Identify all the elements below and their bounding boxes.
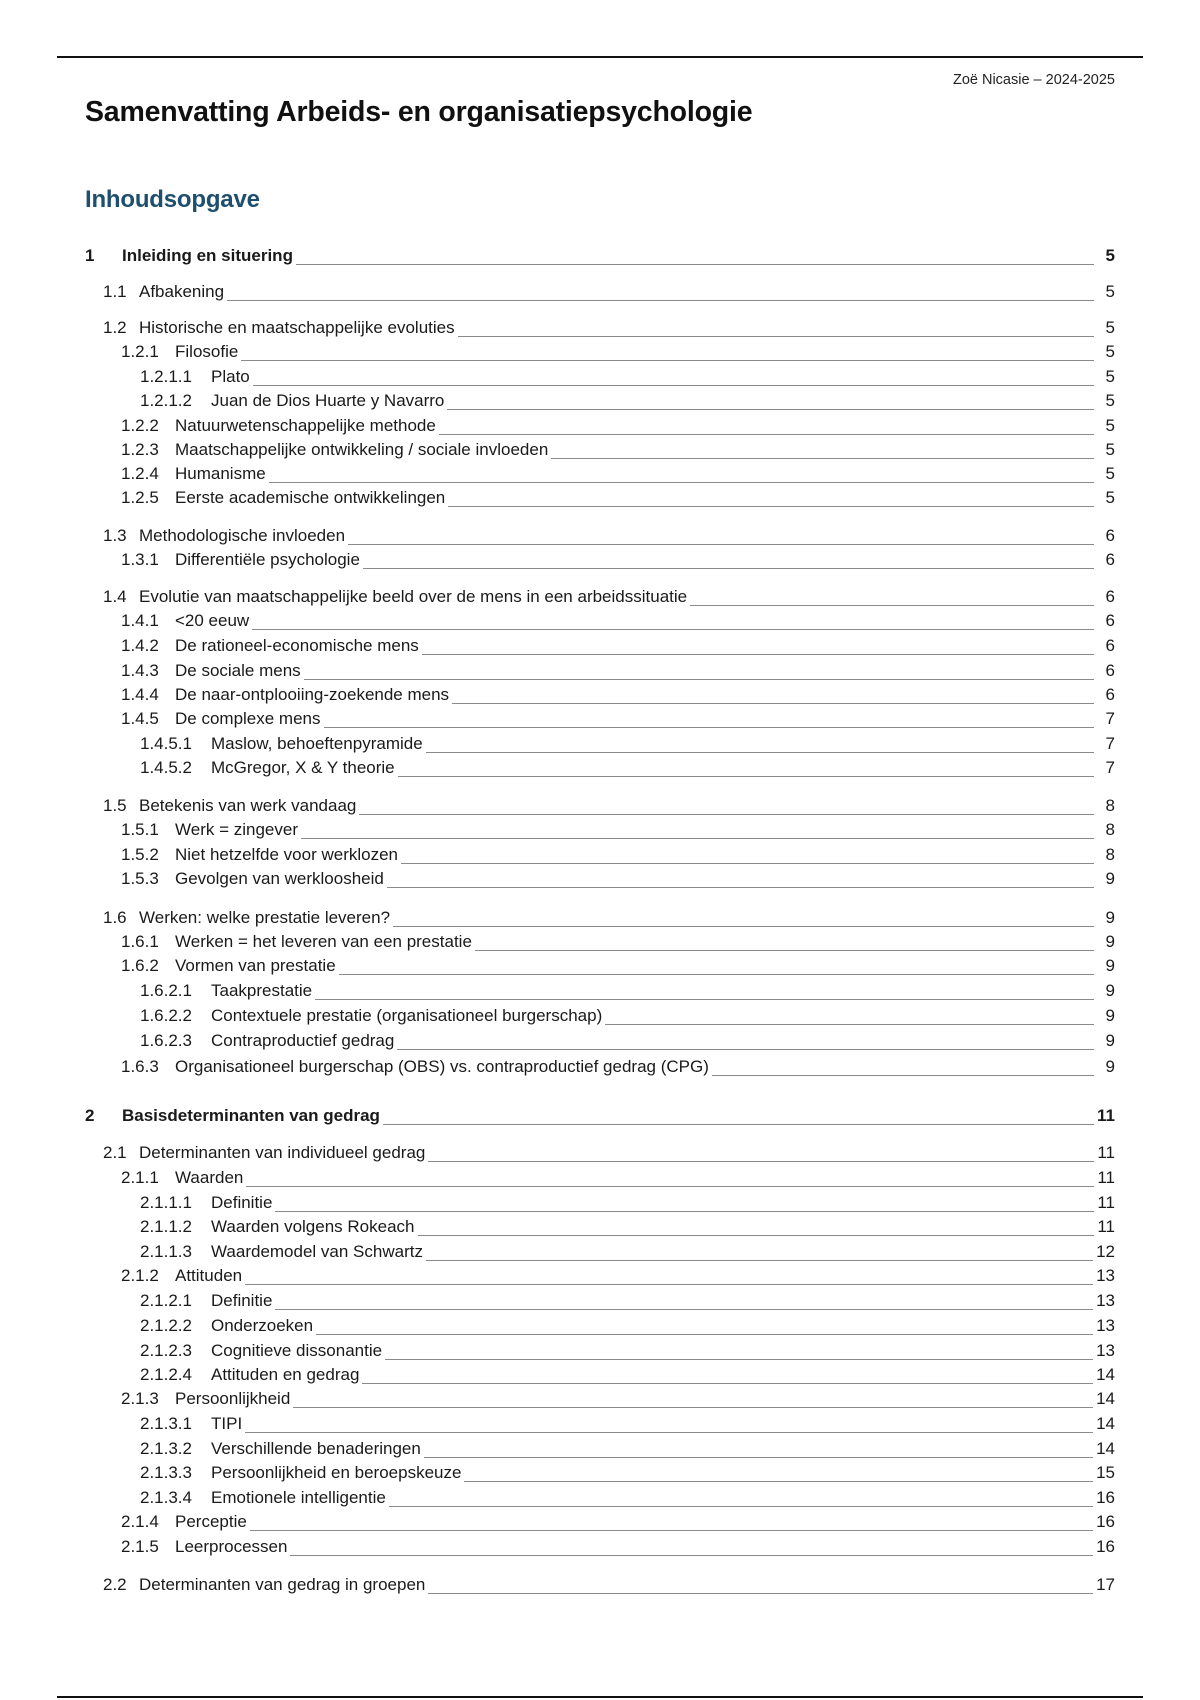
- toc-entry[interactable]: 2.1.1.1 Definitie 11: [140, 1193, 1115, 1212]
- toc-entry[interactable]: 1.5.2 Niet hetzelfde voor werklozen 8: [121, 845, 1115, 864]
- toc-entry[interactable]: 2.1.4 Perceptie 16: [121, 1512, 1115, 1531]
- toc-entry[interactable]: 1.3.1 Differentiële psychologie 6: [121, 550, 1115, 569]
- toc-entry[interactable]: 1.2 Historische en maatschappelijke evoluties 5: [103, 318, 1115, 337]
- toc-entry[interactable]: 2.1.3.1 TIPI 14: [140, 1414, 1115, 1433]
- toc-entry[interactable]: 2.1.2.2 Onderzoeken 13: [140, 1316, 1115, 1335]
- toc-entry[interactable]: 1.2.5 Eerste academische ontwikkelingen 5: [121, 488, 1115, 507]
- toc-entry[interactable]: 1.5.3 Gevolgen van werkloosheid 9: [121, 869, 1115, 888]
- toc-heading: Inhoudsopgave: [85, 186, 260, 213]
- toc-entry[interactable]: 2.1.1.3 Waardemodel van Schwartz 12: [140, 1242, 1115, 1261]
- toc-entry[interactable]: 2.1.2.3 Cognitieve dissonantie 13: [140, 1341, 1115, 1360]
- toc-entry[interactable]: 2.1.3.3 Persoonlijkheid en beroepskeuze 15: [140, 1463, 1115, 1482]
- toc-entry[interactable]: 1.6.2 Vormen van prestatie 9: [121, 956, 1115, 975]
- toc-entry[interactable]: 1.5 Betekenis van werk vandaag 8: [103, 796, 1115, 815]
- toc-entry[interactable]: 1.2.3 Maatschappelijke ontwikkeling / sociale invloeden 5: [121, 440, 1115, 459]
- toc-entry[interactable]: 1.6.2.2 Contextuele prestatie (organisationeel burgerschap) 9: [140, 1006, 1115, 1025]
- document-title: Samenvatting Arbeids- en organisatiepsychologie: [85, 96, 753, 128]
- toc-entry[interactable]: 2.1 Determinanten van individueel gedrag 11: [103, 1143, 1115, 1162]
- toc-entry[interactable]: 1.4.4 De naar-ontplooiing-zoekende mens 6: [121, 685, 1115, 704]
- toc-entry[interactable]: 1.3 Methodologische invloeden 6: [103, 526, 1115, 545]
- author-year: Zoë Nicasie – 2024-2025: [952, 72, 1115, 88]
- toc-entry[interactable]: 1.2.1.2 Juan de Dios Huarte y Navarro 5: [140, 391, 1115, 410]
- toc-entry[interactable]: 2.1.3.4 Emotionele intelligentie 16: [140, 1488, 1115, 1507]
- table-of-contents: [85, 0, 1115, 1700]
- footer-rule: [57, 1696, 1143, 1698]
- toc-entry[interactable]: 2.2 Determinanten van gedrag in groepen 17: [103, 1575, 1115, 1594]
- toc-entry[interactable]: 1.4.1 <20 eeuw 6: [121, 611, 1115, 630]
- toc-entry[interactable]: 1.2.4 Humanisme 5: [121, 464, 1115, 483]
- toc-entry[interactable]: 1.6.1 Werken = het leveren van een prestatie 9: [121, 932, 1115, 951]
- toc-entry[interactable]: 2.1.1.2 Waarden volgens Rokeach 11: [140, 1217, 1115, 1236]
- toc-entry[interactable]: 1.4.5.2 McGregor, X & Y theorie 7: [140, 758, 1115, 777]
- toc-entry[interactable]: 1.2.1.1 Plato 5: [140, 367, 1115, 386]
- toc-entry[interactable]: 2.1.1 Waarden 11: [121, 1168, 1115, 1187]
- toc-entry[interactable]: 2.1.2 Attituden 13: [121, 1266, 1115, 1285]
- toc-entry[interactable]: 1.4.2 De rationeel-economische mens 6: [121, 636, 1115, 655]
- toc-entry[interactable]: 1.4.3 De sociale mens 6: [121, 661, 1115, 680]
- toc-entry[interactable]: 1.6 Werken: welke prestatie leveren? 9: [103, 908, 1115, 927]
- toc-entry[interactable]: 1.2.1 Filosofie 5: [121, 342, 1115, 361]
- toc-entry[interactable]: 2.1.3 Persoonlijkheid 14: [121, 1389, 1115, 1408]
- toc-entry[interactable]: 1.2.2 Natuurwetenschappelijke methode 5: [121, 416, 1115, 435]
- toc-entry[interactable]: 1.5.1 Werk = zingever 8: [121, 820, 1115, 839]
- toc-entry[interactable]: 2.1.5 Leerprocessen 16: [121, 1537, 1115, 1556]
- toc-entry[interactable]: 2 Basisdeterminanten van gedrag 11: [85, 1106, 1115, 1125]
- toc-entry[interactable]: 2.1.2.1 Definitie 13: [140, 1291, 1115, 1310]
- toc-entry[interactable]: 2.1.2.4 Attituden en gedrag 14: [140, 1365, 1115, 1384]
- toc-entry[interactable]: 1.4.5.1 Maslow, behoeftenpyramide 7: [140, 734, 1115, 753]
- toc-entry[interactable]: 1.6.2.1 Taakprestatie 9: [140, 981, 1115, 1000]
- toc-entry[interactable]: 1.6.2.3 Contraproductief gedrag 9: [140, 1031, 1115, 1050]
- toc-entry[interactable]: 1.4 Evolutie van maatschappelijke beeld over de mens in een arbeidssituatie 6: [103, 587, 1115, 606]
- toc-entry[interactable]: 2.1.3.2 Verschillende benaderingen 14: [140, 1439, 1115, 1458]
- toc-entry[interactable]: 1.6.3 Organisationeel burgerschap (OBS) vs. contraproductief gedrag (CPG) 9: [121, 1057, 1115, 1076]
- toc-entry[interactable]: 1.4.5 De complexe mens 7: [121, 709, 1115, 728]
- toc-entry[interactable]: 1.1 Afbakening 5: [103, 282, 1115, 301]
- toc-entry[interactable]: 1 Inleiding en situering 5: [85, 246, 1115, 265]
